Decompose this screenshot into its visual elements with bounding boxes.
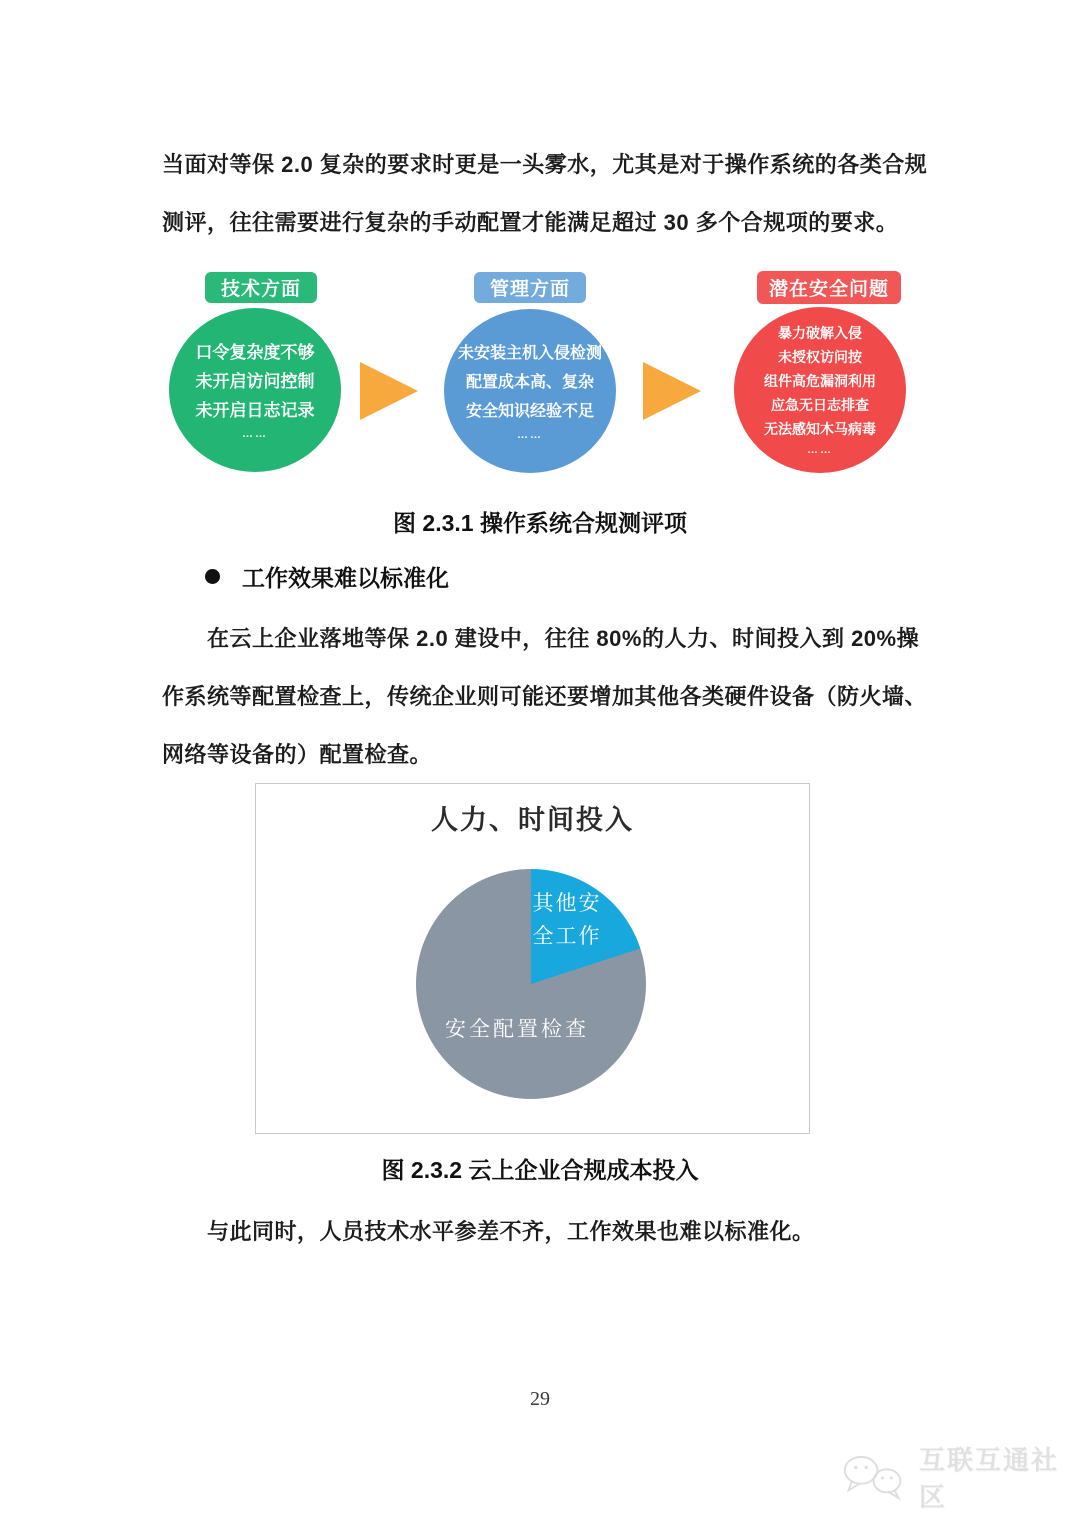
circle-technical-line: 口令复杂度不够 (195, 342, 315, 362)
circle-technical-line: 未开启访问控制 (195, 371, 315, 391)
circle-security-line: 无法感知木马病毒 (764, 421, 876, 437)
figure-231-caption: 图 2.3.1 操作系统合规测评项 (393, 510, 687, 536)
wechat-icon (840, 1452, 909, 1502)
closing-line: 与此同时，人员技术水平参差不齐，工作效果也难以标准化。 (207, 1219, 815, 1244)
para1-line-1: 在云上企业落地等保 2.0 建设中，往往 80%的人力、时间投入到 20%操 (207, 626, 920, 651)
circle-management-line: 安全知识经验不足 (465, 402, 594, 420)
circle-technical (169, 308, 341, 472)
badge-management: 管理方面 (474, 272, 586, 303)
arrow-right-icon (643, 362, 701, 420)
para1-line-3: 网络等设备的）配置检查。 (162, 742, 433, 767)
circle-security-line: 未授权访问按 (778, 349, 862, 365)
circle-management (444, 309, 616, 473)
intro-line-1: 当面对等保 2.0 复杂的要求时更是一头雾水，尤其是对于操作系统的各类合规 (162, 152, 928, 177)
circle-management-line: 配置成本高、复杂 (465, 373, 594, 391)
ellipsis-dots: …… (807, 444, 833, 456)
intro-line-2: 测评，往往需要进行复杂的手动配置才能满足超过 30 多个合规项的要求。 (162, 210, 899, 235)
badge-security-issues: 潜在安全问题 (757, 271, 901, 304)
bullet-icon (205, 569, 220, 584)
bullet-heading-text: 工作效果难以标准化 (242, 565, 449, 591)
circle-security-line: 暴力破解入侵 (778, 325, 862, 341)
circle-technical-line: 未开启日志记录 (195, 400, 315, 420)
pie-label-config-check: 安全配置检查 (445, 1018, 589, 1041)
badge-technical: 技术方面 (205, 272, 317, 303)
page-number: 29 (530, 1388, 550, 1410)
arrow-right-icon (360, 362, 418, 420)
pie-chart-figure (255, 783, 810, 1134)
bullet-heading (205, 560, 449, 593)
para1-line-2: 作系统等配置检查上，传统企业则可能还要增加其他各类硬件设备（防火墙、 (162, 684, 928, 709)
ellipsis-dots: …… (517, 428, 543, 441)
watermark-text: 互联互通社区 (919, 1445, 1060, 1512)
circle-security-issues (734, 307, 906, 473)
ellipsis-dots: …… (242, 427, 268, 440)
pie-label-other-work: 其他安全工作 (532, 892, 602, 948)
circle-security-line: 应急无日志排查 (771, 397, 869, 413)
watermark (840, 1440, 1080, 1514)
figure-232-caption: 图 2.3.2 云上企业合规成本投入 (381, 1157, 699, 1183)
circle-security-line: 组件高危漏洞利用 (764, 373, 876, 389)
chart-title: 人力、时间投入 (431, 805, 634, 835)
circle-management-line: 未安装主机入侵检测 (457, 344, 602, 362)
